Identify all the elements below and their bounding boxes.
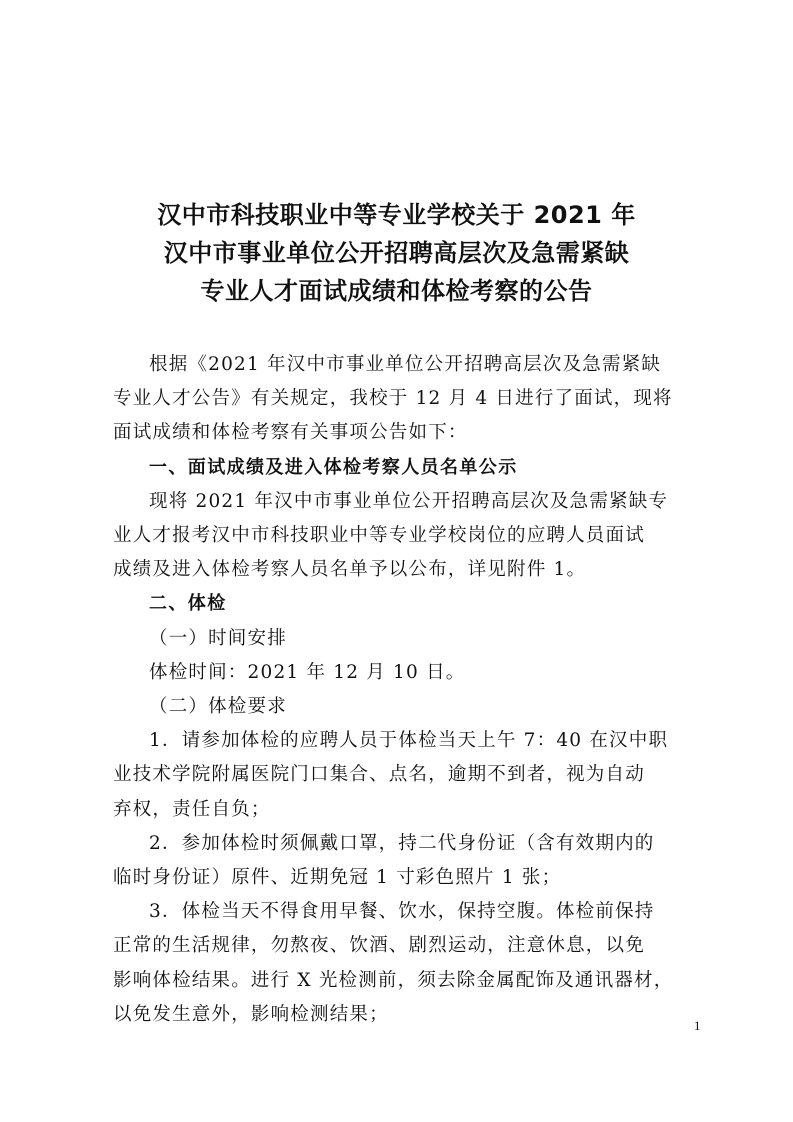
- exam-date-text: 体检时间：2021 年 12 月 10 日。: [149, 661, 466, 683]
- announcement-title: [0, 196, 793, 310]
- section-2-heading: 二、体检: [149, 593, 227, 615]
- title-line-2: 汉中市事业单位公开招聘高层次及急需紧缺: [163, 239, 630, 267]
- title-line-3: 专业人才面试成绩和体检考察的公告: [200, 277, 593, 305]
- intro-line-2: 专业人才公告》有关规定，我校于 12 月 4 日进行了面试，现将: [113, 388, 673, 410]
- section-1-line-2: 业人才报考汉中市科技职业中等专业学校岗位的应聘人员面试: [113, 525, 645, 547]
- section-1-heading: 一、面试成绩及进入体检考察人员名单公示: [149, 456, 518, 478]
- intro-line-1: 根据《2021 年汉中市事业单位公开招聘高层次及急需紧缺: [149, 354, 662, 375]
- requirement-1-line-3: 弃权，责任自负；: [113, 798, 271, 820]
- section-1-line-3: 成绩及进入体检考察人员名单予以公布，详见附件 1。: [113, 559, 587, 581]
- requirement-3-line-3: 影响体检结果。进行 X 光检测前，须去除金属配饰及通讯器材，: [113, 969, 674, 991]
- subsection-time-heading: （一）时间安排: [149, 627, 287, 649]
- intro-line-3: 面试成绩和体检考察有关事项公告如下：: [113, 422, 468, 444]
- requirement-3-line-4: 以免发生意外，影响检测结果；: [113, 1003, 389, 1025]
- page-number: 1: [694, 1018, 701, 1033]
- requirement-2-line-2: 临时身份证）原件、近期免冠 1 寸彩色照片 1 张；: [113, 867, 562, 889]
- title-line-1: 汉中市科技职业中等专业学校关于 2021 年: [157, 201, 636, 229]
- section-1-line-1: 现将 2021 年汉中市事业单位公开招聘高层次及急需紧缺专: [149, 490, 669, 512]
- requirement-3-line-2: 正常的生活规律，勿熬夜、饮酒、剧烈运动，注意休息，以免: [113, 935, 645, 957]
- requirement-1-line-2: 业技术学院附属医院门口集合、点名，逾期不到者，视为自动: [113, 764, 645, 786]
- requirement-2-line-1: 2．参加体检时须佩戴口罩，持二代身份证（含有效期内的: [149, 832, 655, 854]
- announcement-body: [113, 348, 693, 1032]
- requirement-1-line-1: 1．请参加体检的应聘人员于体检当天上午 7：40 在汉中职: [149, 730, 669, 752]
- requirement-3-line-1: 3．体检当天不得食用早餐、饮水，保持空腹。体检前保持: [149, 901, 655, 923]
- subsection-requirements-heading: （二）体检要求: [149, 696, 287, 718]
